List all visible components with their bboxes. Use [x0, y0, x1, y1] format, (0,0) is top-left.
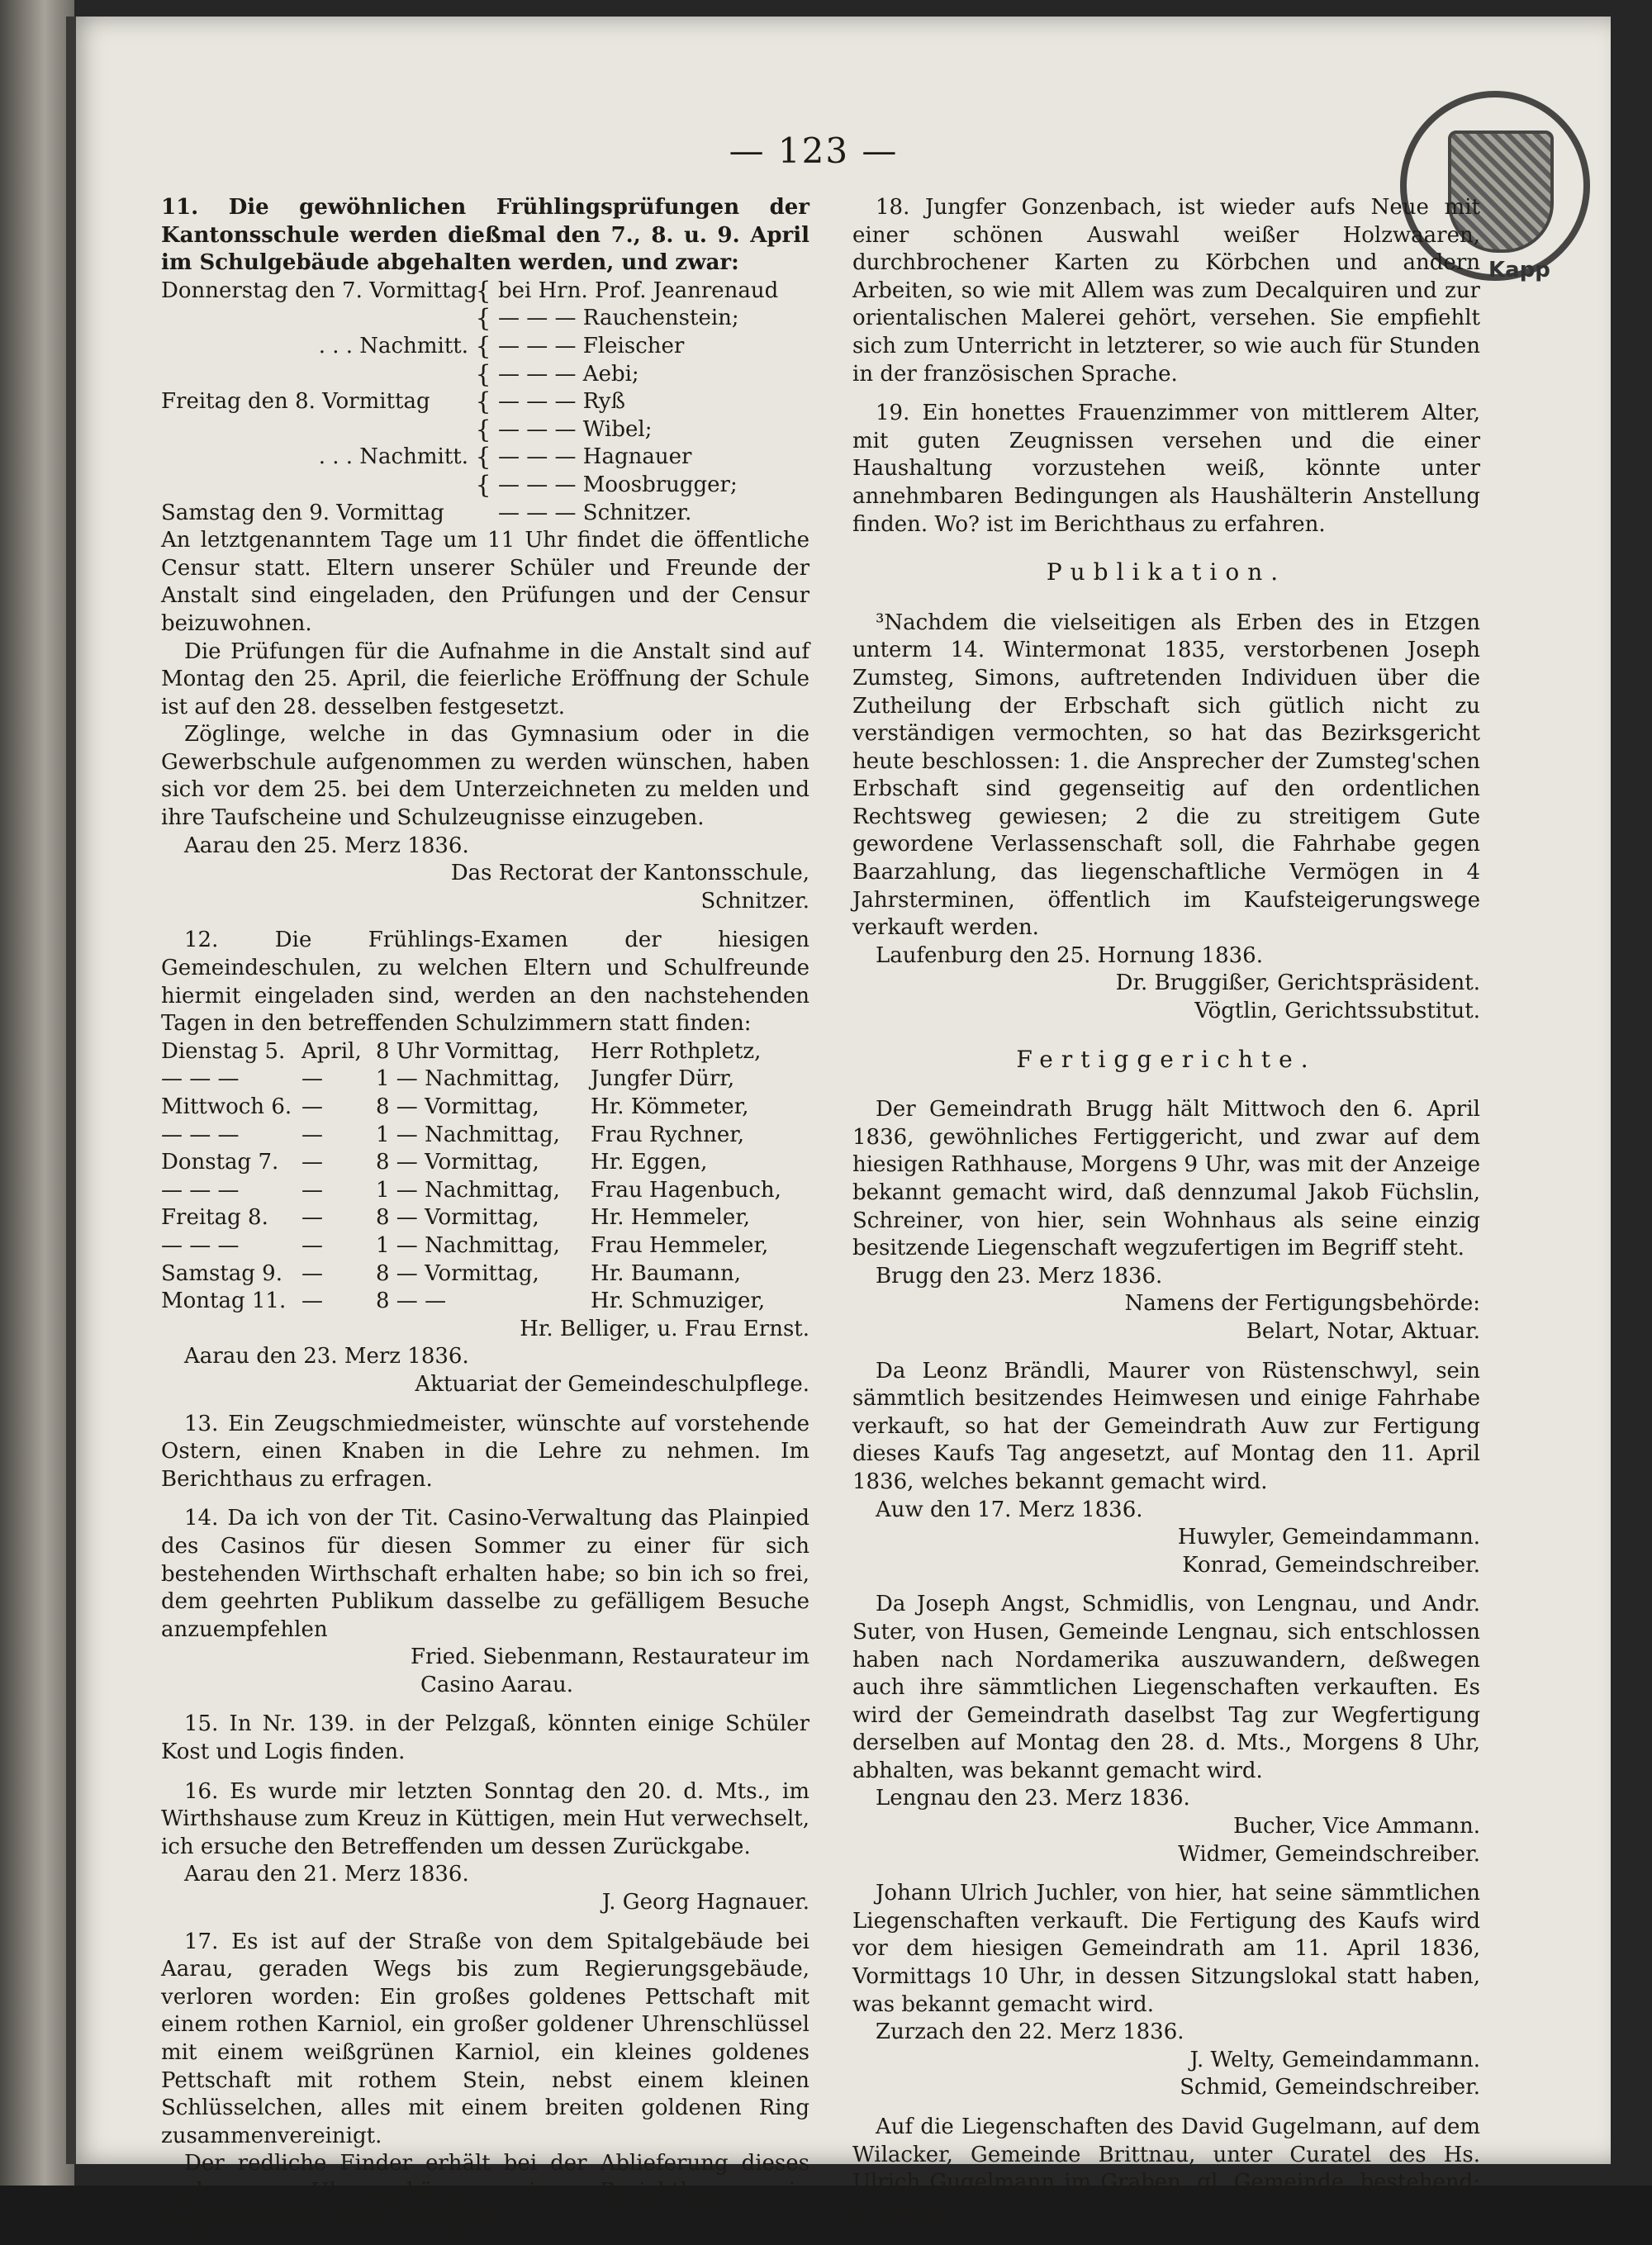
publikation-notice	[852, 610, 1480, 1026]
zurzach-place-date: Zurzach den 22. Merz 1836.	[876, 2020, 1184, 2045]
table-cell-teacher: Frau Hagenbuch,	[591, 1177, 781, 1203]
table-cell-day: — — —	[161, 1122, 240, 1147]
schedule-teacher: — — — Ryß	[498, 389, 625, 415]
table-row	[161, 1204, 809, 1232]
notice-12	[161, 927, 809, 1398]
table-cell-day: Freitag 8.	[161, 1205, 268, 1231]
table-cell-month: —	[301, 1094, 323, 1119]
table-cell-time: 1 — Nachmittag,	[376, 1177, 560, 1203]
fertiggericht-gugelmann	[852, 2114, 1480, 2224]
schedule-teacher: — — — Moosbrugger;	[498, 472, 738, 497]
left-column	[161, 194, 809, 2245]
schedule-day: Samstag den 9. Vormittag	[161, 500, 444, 525]
lengnau-signature-clerk: Widmer, Gemeindschreiber.	[1178, 1841, 1480, 1867]
table-cell-month: April,	[301, 1038, 362, 1064]
notice-11	[161, 194, 809, 915]
stamp-label: Kapp	[1488, 258, 1550, 282]
gugelmann-text: Auf die Liegenschaften des David Gugelmann, auf dem Wilacker, Gemeinde Brittnau, unter Curatel des Hs. Ulrich Gugelmann im Graben, gl. Gemeinde, bestehend: in einem	[852, 2114, 1480, 2223]
table-cell-time: 8 — Vormittag,	[376, 1260, 539, 1286]
brace: {	[475, 415, 491, 444]
schedule-teacher: — — — Hagnauer	[498, 444, 692, 470]
table-cell-time: 8 — Vormittag,	[376, 1150, 539, 1175]
table-cell-month: —	[301, 1260, 323, 1286]
publikation-signature-president: Dr. Bruggißer, Gerichtspräsident.	[1115, 971, 1480, 996]
auw-signature-clerk: Konrad, Gemeindschreiber.	[1182, 1552, 1480, 1578]
school-exam-table	[161, 1038, 809, 1344]
schedule-day: Donnerstag den 7. Vormittag	[161, 278, 477, 303]
schedule-teacher: — — — Fleischer	[498, 333, 685, 358]
schedule-row	[161, 278, 809, 306]
table-cell-time: 8 Uhr Vormittag,	[376, 1038, 560, 1064]
notice-15	[161, 1711, 809, 1766]
notice-15-text: 15. In Nr. 139. in der Pelzgaß, könnten einige Schüler Kost und Logis finden.	[161, 1711, 809, 1765]
auw-signature-ammann: Huwyler, Gemeindammann.	[1177, 1525, 1480, 1550]
table-cell-month: —	[301, 1066, 323, 1092]
table-row	[161, 1232, 809, 1260]
schedule-day	[161, 472, 468, 500]
schedule-day	[161, 305, 468, 333]
table-row	[161, 1066, 809, 1094]
schedule-row	[161, 416, 809, 444]
brugg-text: Der Gemeindrath Brugg hält Mittwoch den 6. April 1836, gewöhnliches Fertiggericht, und zwar auf dem hiesigen Rathhause, Morgens 9 Uhr, was mit der Anzeige bekannt gemacht wird, daß dennzumal Jakob Füchslin, Schreiner, von hier, sein Wohnhaus als seine einzig besitzende Liegenschaft wegzufertigen im Begriff steht.	[852, 1097, 1480, 1261]
notice-16-place-date: Aarau den 21. Merz 1836.	[184, 1862, 469, 1887]
section-title-publikation: Publikation.	[1046, 558, 1287, 586]
notice-17	[161, 1929, 809, 2234]
notice-19-text: 19. Ein honettes Frauenzimmer von mittlerem Alter, mit guten Zeugnissen versehen und die einer Haushaltung vorzustehen weiß, könnte unter annehmbaren Bedingungen als Haushälterin Anstellung finden. Wo? ist im Berichthaus zu erfahren.	[852, 401, 1480, 537]
table-cell-month: —	[301, 1289, 323, 1314]
table-cell-time: 1 — Nachmittag,	[376, 1232, 560, 1258]
table-cell-day: — — —	[161, 1066, 240, 1092]
fertiggericht-lengnau	[852, 1591, 1480, 1868]
table-row	[161, 1094, 809, 1122]
fertiggericht-zurzach	[852, 1880, 1480, 2102]
table-cell-time: 8 — Vormittag,	[376, 1205, 539, 1231]
table-cell-month: —	[301, 1150, 323, 1175]
notice-12-signature: Aktuariat der Gemeindeschulpflege.	[415, 1371, 809, 1397]
notice-11-signature: Das Rectorat der Kantonsschule,	[450, 861, 809, 886]
schedule-day: . . . Nachmitt.	[318, 333, 468, 358]
table-cell-teacher: Hr. Baumann,	[591, 1260, 742, 1286]
notice-16-signature: J. Georg Hagnauer.	[601, 1890, 809, 1915]
fertiggericht-auw	[852, 1358, 1480, 1580]
publikation-text: ³Nachdem die vielseitigen als Erben des in Etzgen unterm 14. Wintermonat 1835, verstorbenen Joseph Zumsteg, Simons, auftretenden Individuen über die Zutheilung der Erbschaft sich gütlich nicht zu verständigen vermochten, so hat das Bezirksgericht heute beschlossen: 1. die Ansprecher der Zumsteg'schen Erbschaft sind gegenseitig auf den ordentlichen Rechtsweg gewiesen; 2 die zu streitigem Gute gewordene Verlassenschaft soll, die Fahrhabe gegen Baarzahlung, das liegenschaftliche Vermögen in 4 Jahrsterminen, öffentlich im Kaufsteigerungswege verkauft werden.	[852, 610, 1480, 941]
notice-13-text: 13. Ein Zeugschmiedmeister, wünschte auf vorstehende Ostern, einen Knaben in die Lehre zu nehmen. Im Berichthaus zu erfragen.	[161, 1411, 809, 1492]
table-row	[161, 1288, 809, 1316]
brugg-place-date: Brugg den 23. Merz 1836.	[876, 1263, 1163, 1289]
notice-11-signer: Schnitzer.	[700, 888, 809, 914]
notice-14-signer-place: Casino Aarau.	[420, 1672, 573, 1697]
brace: {	[475, 387, 491, 417]
zurzach-text: Johann Ulrich Juchler, von hier, hat seine sämmtlichen Liegenschaften verkauft. Die Fertigung des Kaufs wird vor dem hiesigen Gemeindrath am 11. April 1836, Vormittags 10 Uhr, in dessen Sitzungslokal statt haben, was bekannt gemacht wird.	[852, 1881, 1480, 2017]
notice-18	[852, 194, 1480, 388]
notice-11-place-date: Aarau den 25. Merz 1836.	[184, 833, 469, 858]
page-number: — 123 —	[729, 131, 899, 171]
page-fold	[66, 17, 76, 2164]
table-cell-teacher: Herr Rothpletz,	[591, 1038, 762, 1064]
table-cell-teacher: Jungfer Dürr,	[591, 1066, 735, 1092]
table-cell-teacher: Hr. Schmuziger,	[591, 1289, 766, 1314]
schedule-day: . . . Nachmitt.	[318, 444, 468, 470]
notice-14	[161, 1505, 809, 1699]
table-cell-teacher: Frau Hemmeler,	[591, 1232, 769, 1258]
table-cell-day: Mittwoch 6.	[161, 1094, 292, 1119]
publikation-signature-substitute: Vögtlin, Gerichtssubstitut.	[1194, 999, 1480, 1024]
brace: {	[475, 443, 491, 472]
schedule-day: Freitag den 8. Vormittag	[161, 389, 430, 415]
notice-16-text: 16. Es wurde mir letzten Sonntag den 20. d. Mts., im Wirthshause zum Kreuz in Küttigen, mein Hut verwechselt, ich ersuche den Betreffenden um dessen Zurückgabe.	[161, 1778, 809, 1859]
brugg-signature-actuary: Belart, Notar, Aktuar.	[1246, 1318, 1480, 1344]
zurzach-signature-clerk: Schmid, Gemeindschreiber.	[1180, 2075, 1480, 2100]
table-cell-teacher: Hr. Kömmeter,	[591, 1094, 749, 1119]
table-cell-day: — — —	[161, 1177, 240, 1203]
table-cell-time: 8 — Vormittag,	[376, 1094, 539, 1119]
notice-17-text: 17. Es ist auf der Straße von dem Spitalgebäude bei Aarau, geraden Wegs bis zum Regierungsgebäude, verloren worden: Ein großes goldenes Pettschaft mit einem rothen Karniol, ein großer goldener Uhrenschlüssel mit einem weißgrünen Karniol, ein kleines goldenes Pettschaft mit rothem Stein, nebst einem kleinen Schlüsselchen, alles mit einem breiten goldenen Ring zusammenvereinigt.	[161, 1929, 809, 2148]
notice-16	[161, 1778, 809, 1917]
exam-schedule	[161, 278, 809, 527]
table-row	[161, 1122, 809, 1150]
brace: {	[475, 359, 491, 389]
table-cell-teacher: Hr. Hemmeler,	[591, 1205, 751, 1231]
notice-14-text: 14. Da ich von der Tit. Casino-Verwaltung das Plainpied des Casinos für diesen Sommer zu einer für sich bestehenden Wirthschaft erhalten habe; so bin ich so frei, dem geehrten Publikum dasselbe zu gefälligem Besuche anzuempfehlen	[161, 1506, 809, 1642]
lengnau-place-date: Lengnau den 23. Merz 1836.	[876, 1786, 1190, 1811]
notice-17-reward: Der redliche Finder erhält bei der Ablieferung dieses verlornen Uhrengehänges im Berichthaus ein angemessenes gutes Trinkgeld.	[161, 2151, 809, 2232]
schedule-row	[161, 388, 809, 416]
admission-paragraph: Die Prüfungen für die Aufnahme in die Anstalt sind auf Montag den 25. April, die feierliche Eröffnung der Schule ist auf den 28. desselben festgesetzt.	[161, 638, 809, 719]
brace: {	[475, 331, 491, 361]
table-cell-day: — — —	[161, 1232, 240, 1258]
censur-paragraph: An letztgenanntem Tage um 11 Uhr findet die öffentliche Censur statt. Eltern unserer Schüler und Freunde der Anstalt sind eingeladen, den Prüfungen und der Censur beizuwohnen.	[161, 528, 809, 636]
right-column	[852, 194, 1480, 2236]
brace: {	[475, 304, 491, 334]
notice-12-heading: 12. Die Frühlings-Examen der hiesigen Gemeindeschulen, zu welchen Eltern und Schulfreunde hiermit eingeladen sind, werden an den nachstehenden Tagen in den betreffenden Schulzimmern statt finden:	[161, 928, 809, 1037]
schedule-row	[161, 333, 809, 361]
auw-place-date: Auw den 17. Merz 1836.	[876, 1497, 1143, 1522]
lengnau-text: Da Joseph Angst, Schmidlis, von Lengnau, und Andr. Suter, von Husen, Gemeinde Lengnau, sich entschlossen haben nach Nordamerika auszuwandern, deßwegen auch ihre sämmtlichen Liegenschaften verkauften. Es wird der Gemeindrath daselbst Tag zur Wegfertigung derselben auf Montag den 28. d. Mts., Morgens 8 Uhr, abhalten, was bekannt gemacht wird.	[852, 1592, 1480, 1783]
schedule-row	[161, 444, 809, 472]
table-cell-teacher: Hr. Eggen,	[591, 1150, 708, 1175]
table-row	[161, 1038, 809, 1066]
schedule-row	[161, 472, 809, 500]
brace: {	[475, 470, 491, 500]
schedule-teacher: — — — Schnitzer.	[498, 500, 692, 525]
notice-18-text: 18. Jungfer Gonzenbach, ist wieder aufs Neue mit einer schönen Auswahl weißer Holzwaaren, durchbrochener Karten zu Körbchen und andern Arbeiten, so wie mit Allem was zum Decalquiren und zur orientalischen Malerei gehört, versehen. Sie empfiehlt sich zum Unterricht in letzterer, so wie auch für Stunden in der französischen Sprache.	[852, 195, 1480, 387]
table-row	[161, 1177, 809, 1205]
schedule-row	[161, 305, 809, 333]
table-cell-month: —	[301, 1177, 323, 1203]
notice-13	[161, 1411, 809, 1494]
lengnau-signature-ammann: Bucher, Vice Ammann.	[1233, 1814, 1480, 1839]
table-cell-day: Dienstag 5.	[161, 1038, 286, 1064]
table-cell-day: Samstag 9.	[161, 1260, 282, 1286]
table-last-line: Hr. Belliger, u. Frau Ernst.	[520, 1316, 809, 1341]
table-cell-time: 1 — Nachmittag,	[376, 1066, 560, 1092]
table-cell-teacher: Frau Rychner,	[591, 1122, 745, 1147]
table-cell-month: —	[301, 1232, 323, 1258]
publikation-place-date: Laufenburg den 25. Hornung 1836.	[876, 942, 1263, 968]
brace	[468, 500, 498, 528]
schedule-teacher: — — — Aebi;	[498, 361, 639, 387]
pupils-paragraph: Zöglinge, welche in das Gymnasium oder in die Gewerbschule aufgenommen zu werden wünschen, haben sich vor dem 25. bei dem Unterzeichneten zu melden und ihre Taufscheine und Schulzeugnisse einzugeben.	[161, 722, 809, 831]
brugg-signature-authority: Namens der Fertigungsbehörde:	[1124, 1291, 1480, 1317]
brace: {	[475, 276, 491, 306]
table-row	[161, 1149, 809, 1177]
table-cell-time: 1 — Nachmittag,	[376, 1122, 560, 1147]
schedule-day	[161, 361, 468, 389]
notice-12-place-date: Aarau den 23. Merz 1836.	[184, 1344, 469, 1369]
schedule-teacher: — — — Wibel;	[498, 416, 653, 442]
table-cell-day: Montag 11.	[161, 1289, 287, 1314]
table-row	[161, 1260, 809, 1289]
notice-19	[852, 400, 1480, 539]
table-cell-day: Donstag 7.	[161, 1150, 279, 1175]
table-cell-month: —	[301, 1205, 323, 1231]
section-title-fertiggerichte: Fertiggerichte.	[1016, 1045, 1317, 1073]
schedule-teacher: bei Hrn. Prof. Jeanrenaud	[498, 278, 779, 303]
schedule-teacher: — — — Rauchenstein;	[498, 306, 739, 331]
notice-11-heading: 11. Die gewöhnlichen Frühlingsprüfungen der Kantonsschule werden dießmal den 7., 8. u. 9. April im Schulgebäude abgehalten werden, und zwar:	[161, 195, 809, 276]
table-cell-time: 8 — —	[376, 1289, 447, 1314]
zurzach-signature-ammann: J. Welty, Gemeindammann.	[1189, 2047, 1480, 2072]
facing-page-edge	[0, 0, 74, 2186]
schedule-day	[161, 416, 468, 444]
notice-14-signature: Fried. Siebenmann, Restaurateur im	[411, 1645, 809, 1670]
auw-text: Da Leonz Brändli, Maurer von Rüstenschwyl, sein sämmtlich besitzendes Heimwesen und einige Fahrhabe verkauft, so hat der Gemeindrath Auw zur Fertigung dieses Kaufs Tag angesetzt, auf Montag den 11. April 1836, welches bekannt gemacht wird.	[852, 1358, 1480, 1494]
schedule-row	[161, 500, 809, 528]
fertiggericht-brugg	[852, 1096, 1480, 1346]
table-cell-month: —	[301, 1122, 323, 1147]
schedule-row	[161, 361, 809, 389]
